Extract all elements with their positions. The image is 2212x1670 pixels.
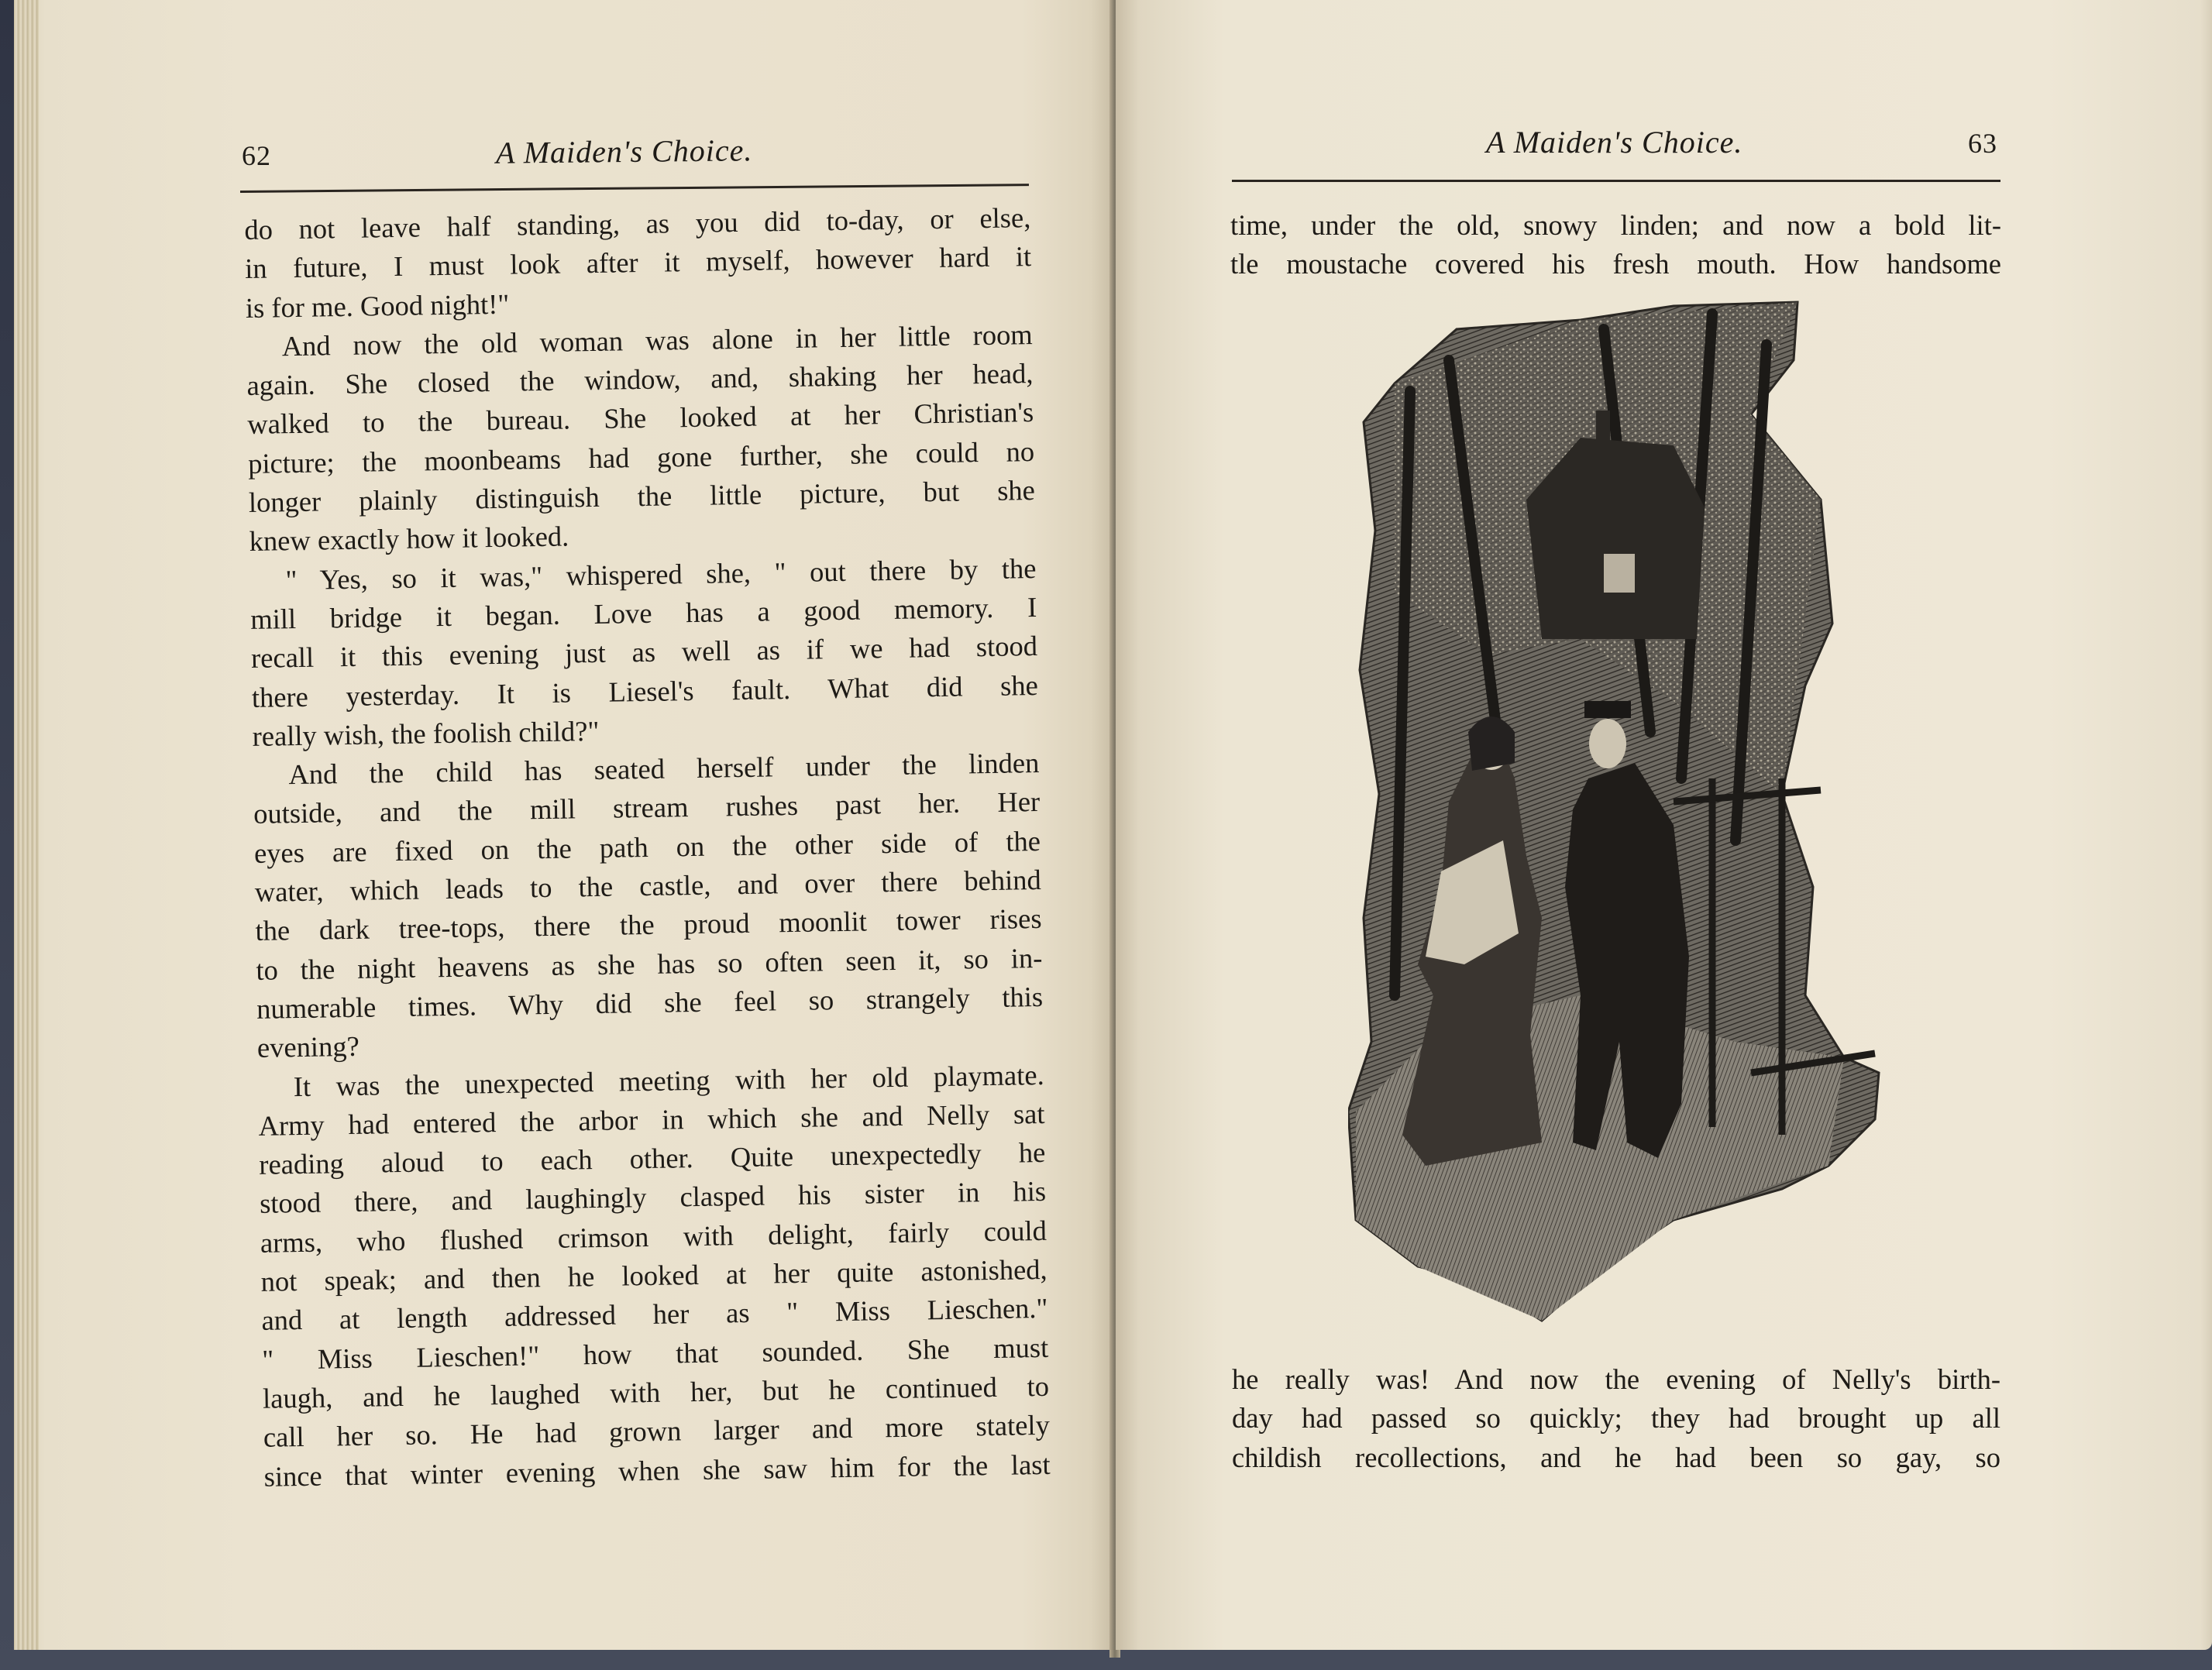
- text-line: recall it this evening just as well as if we had stood: [250, 630, 1038, 675]
- text-line: picture; the moonbeams had gone further, she could no: [247, 435, 1035, 479]
- text-line: day had passed so quickly; they had brought up all: [1232, 1402, 2000, 1435]
- text-line: And now the old woman was alone in her little room: [281, 318, 1033, 363]
- text-line: the dark tree-tops, there the proud moonlit tower rises: [255, 902, 1042, 947]
- text-line: not speak; and then he looked at her quite astonished,: [260, 1252, 1048, 1297]
- right-body-text-bottom: [1232, 1360, 2000, 1477]
- text-line: evening?: [256, 1030, 360, 1064]
- text-line: outside, and the mill stream rushes past her. Her: [253, 785, 1041, 830]
- text-line: mill bridge it began. Love has a good memory. I: [249, 590, 1037, 635]
- text-line: stood there, and laughingly clasped his sister in his: [259, 1175, 1047, 1220]
- text-line: really wish, the foolish child?": [252, 714, 600, 752]
- text-line: water, which leads to the castle, and over there behind: [254, 863, 1042, 908]
- text-line: time, under the old, snowy linden; and now a bold lit-: [1230, 209, 2001, 241]
- engraving-icon: [1348, 298, 1883, 1328]
- text-line: Army had entered the arbor in which she and Nelly sat: [258, 1097, 1045, 1142]
- text-line: laugh, and he laughed with her, but he continued to: [262, 1369, 1050, 1414]
- text-line: reading aloud to each other. Quite unexpectedly he: [259, 1136, 1046, 1180]
- text-line: numerable times. Why did she feel so strangely this: [256, 980, 1044, 1025]
- text-line: arms, who flushed crimson with delight, fairly could: [260, 1214, 1048, 1259]
- text-line: tle moustache covered his fresh mouth. How handsome: [1230, 248, 2001, 280]
- text-line: since that winter evening when she saw him for the last: [263, 1448, 1051, 1493]
- text-line: to the night heavens as she has so often seen it, so in-: [256, 941, 1043, 986]
- right-running-head: A Maiden's Choice.: [1486, 125, 1743, 160]
- text-line: It was the unexpected meeting with her old playmate.: [293, 1058, 1044, 1102]
- text-line: " Miss Lieschen!" how that sounded. She must: [261, 1331, 1049, 1376]
- text-line: is for me. Good night!": [245, 287, 510, 324]
- text-line: again. She closed the window, and, shaking her head,: [246, 357, 1034, 402]
- text-line: he really was! And now the evening of Nelly's birth-: [1232, 1363, 2000, 1395]
- page-edges: [14, 0, 39, 1650]
- left-page-number: 62: [242, 140, 271, 171]
- text-line: longer plainly distinguish the little picture, but she: [248, 474, 1036, 519]
- text-line: do not leave half standing, as you did to-day, or else,: [244, 201, 1031, 246]
- right-header-rule: [1232, 180, 2000, 182]
- text-line: childish recollections, and he had been so gay, so: [1232, 1441, 2000, 1473]
- left-body-text: [244, 198, 1051, 1496]
- left-running-head: A Maiden's Choice.: [495, 132, 753, 170]
- right-page-number: 63: [1968, 128, 1997, 159]
- text-line: And the child has seated herself under the linden: [288, 747, 1040, 791]
- right-body-text-top: [1230, 206, 2001, 284]
- text-line: knew exactly how it looked.: [249, 520, 569, 558]
- text-line: call her so. He had grown larger and more stately: [263, 1409, 1051, 1454]
- text-line: walked to the bureau. She looked at her Christian's: [247, 396, 1034, 441]
- text-line: " Yes, so it was," whispered she, " out there by the: [285, 552, 1037, 596]
- text-line: there yesterday. It is Liesel's fault. What did she: [251, 668, 1039, 713]
- text-line: eyes are fixed on the path on the other side of the: [253, 824, 1041, 869]
- text-line: in future, I must look after it myself, however hard it: [244, 240, 1032, 285]
- text-line: and at length addressed her as " Miss Lieschen.": [261, 1292, 1048, 1337]
